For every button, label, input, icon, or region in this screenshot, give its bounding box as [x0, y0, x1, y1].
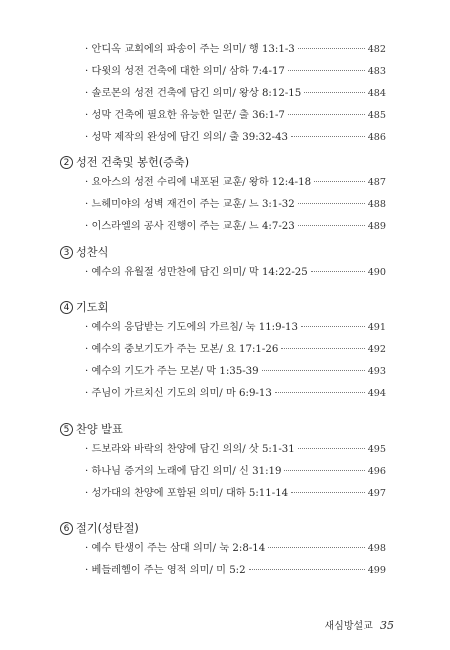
entry-page-number: 493	[367, 366, 386, 377]
entry-page-number: 489	[367, 221, 386, 232]
toc-entry[interactable]	[85, 42, 386, 58]
book-title: 새심방설교	[324, 621, 373, 632]
toc-entry[interactable]	[85, 86, 386, 102]
entry-title: · 예수의 중보기도가 주는 모본/ 요 17:1-26	[85, 344, 279, 355]
toc-entry[interactable]	[85, 541, 386, 557]
section-number-badge: 6	[60, 522, 73, 535]
entry-page-number: 494	[367, 388, 386, 399]
entry-title: · 요아스의 성전 수리에 내포된 교훈/ 왕하 12:4-18	[85, 177, 312, 188]
entry-page-number: 495	[367, 444, 386, 455]
dot-leader	[291, 136, 365, 137]
entry-title: · 솔로몬의 성전 건축에 담긴 의미/ 왕상 8:12-15	[85, 88, 302, 99]
page-number: 35	[380, 619, 394, 632]
section-heading	[60, 298, 108, 316]
section-number-badge: 3	[60, 246, 73, 259]
page-footer	[325, 617, 395, 632]
section-number-badge: 5	[60, 423, 73, 436]
dot-leader	[288, 114, 365, 115]
section-title: 기도회	[76, 301, 109, 314]
toc-entry[interactable]	[85, 219, 386, 235]
dot-leader	[275, 392, 365, 393]
entry-page-number: 484	[367, 88, 386, 99]
section-heading	[60, 420, 123, 438]
entry-page-number: 492	[367, 344, 386, 355]
section-title: 절기(성탄절)	[76, 522, 139, 535]
dot-leader	[268, 547, 364, 548]
section-title: 찬양 발표	[76, 423, 123, 436]
entry-title: · 주님이 가르치신 기도의 의미/ 마 6:9-13	[85, 388, 272, 399]
entry-title: · 느헤미야의 성벽 재건이 주는 교훈/ 느 3:1-32	[85, 199, 295, 210]
section-title: 성찬식	[76, 246, 109, 259]
dot-leader	[291, 492, 365, 493]
entry-page-number: 490	[367, 267, 386, 278]
dot-leader	[311, 271, 365, 272]
entry-page-number: 487	[367, 177, 386, 188]
entry-page-number: 491	[367, 322, 386, 333]
entry-page-number: 482	[367, 44, 386, 55]
entry-title: · 예수의 유월절 성만찬에 담긴 의미/ 막 14:22-25	[85, 267, 308, 278]
section-heading	[60, 519, 139, 537]
entry-title: · 하나님 증거의 노래에 담긴 의미/ 신 31:19	[85, 466, 282, 477]
entry-title: · 성가대의 찬양에 포함된 의미/ 대하 5:11-14	[85, 488, 289, 499]
dot-leader	[281, 348, 364, 349]
dot-leader	[314, 181, 365, 182]
dot-leader	[284, 470, 364, 471]
section-number-badge: 2	[60, 156, 73, 169]
entry-page-number: 498	[367, 543, 386, 554]
section-heading	[60, 243, 108, 261]
dot-leader	[298, 48, 365, 49]
toc-entry[interactable]	[85, 486, 386, 502]
entry-title: · 안디옥 교회에의 파송이 주는 의미/ 행 13:1-3	[85, 44, 295, 55]
entry-page-number: 497	[367, 488, 386, 499]
toc-entry[interactable]	[85, 342, 386, 358]
entry-title: · 성막 제작의 완성에 담긴 의의/ 출 39:32-43	[85, 132, 289, 143]
toc-entry[interactable]	[85, 364, 386, 380]
section-title: 성전 건축및 봉헌(증축)	[76, 156, 190, 169]
dot-leader	[298, 225, 365, 226]
dot-leader	[301, 326, 365, 327]
entry-title: · 베들레헴이 주는 영적 의미/ 미 5:2	[85, 565, 246, 576]
entry-page-number: 488	[367, 199, 386, 210]
entry-page-number: 483	[367, 66, 386, 77]
toc-entry[interactable]	[85, 175, 386, 191]
entry-page-number: 485	[367, 110, 386, 121]
toc-entry[interactable]	[85, 320, 386, 336]
toc-entry[interactable]	[85, 442, 386, 458]
entry-page-number: 496	[367, 466, 386, 477]
section-number-badge: 4	[60, 301, 73, 314]
dot-leader	[262, 370, 365, 371]
entry-title: · 예수의 응답받는 기도에의 가르침/ 눅 11:9-13	[85, 322, 298, 333]
dot-leader	[288, 70, 365, 71]
toc-entry[interactable]	[85, 130, 386, 146]
entry-title: · 성막 건축에 필요한 유능한 일꾼/ 출 36:1-7	[85, 110, 285, 121]
toc-entry[interactable]	[85, 197, 386, 213]
dot-leader	[298, 203, 365, 204]
toc-entry[interactable]	[85, 563, 386, 579]
dot-leader	[304, 92, 364, 93]
entry-title: · 예수 탄생이 주는 삼대 의미/ 눅 2:8-14	[85, 543, 266, 554]
toc-entry[interactable]	[85, 64, 386, 80]
entry-title: · 예수의 기도가 주는 모본/ 막 1:35-39	[85, 366, 259, 377]
entry-page-number: 499	[367, 565, 386, 576]
toc-entry[interactable]	[85, 464, 386, 480]
dot-leader	[298, 448, 365, 449]
section-heading	[60, 153, 189, 171]
toc-entry[interactable]	[85, 108, 386, 124]
entry-title: · 이스라엘의 공사 진행이 주는 교훈/ 느 4:7-23	[85, 221, 295, 232]
entry-page-number: 486	[367, 132, 386, 143]
entry-title: · 다윗의 성전 건축에 대한 의미/ 삼하 7:4-17	[85, 66, 285, 77]
toc-entry[interactable]	[85, 265, 386, 281]
toc-entry[interactable]	[85, 386, 386, 402]
entry-title: · 드보라와 바락의 찬양에 담긴 의의/ 삿 5:1-31	[85, 444, 295, 455]
dot-leader	[249, 569, 365, 570]
